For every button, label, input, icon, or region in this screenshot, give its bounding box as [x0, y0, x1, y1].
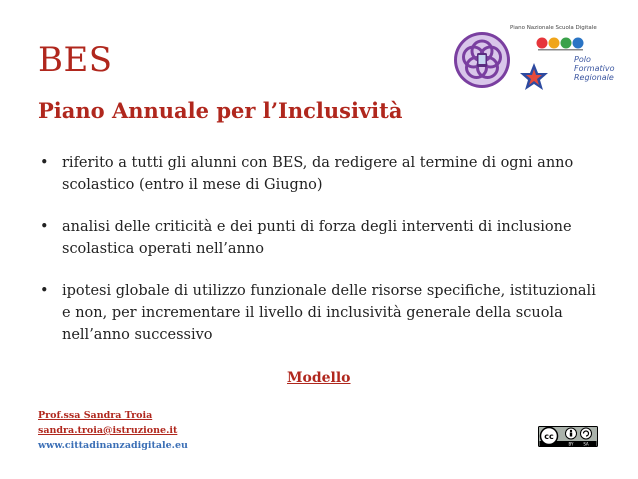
author-email-link[interactable]: sandra.troia@istruzione.it: [38, 425, 178, 436]
bullet-marker: •: [40, 283, 49, 299]
bullet-item: [36, 216, 596, 260]
website-link[interactable]: www.cittadinanzadigitale.eu: [38, 440, 188, 451]
bullet-marker: •: [40, 219, 49, 235]
bullet-list: [36, 152, 596, 366]
cc-sa-label: SA: [583, 441, 589, 447]
cc-text: cc: [544, 432, 554, 441]
slide-subtitle: Piano Annuale per l’Inclusività: [38, 98, 403, 123]
bullet-text: riferito a tutti gli alunni con BES, da redigere al termine di ogni anno scolastico (entro il mese di Giugno): [62, 155, 574, 193]
bullet-text: ipotesi globale di utilizzo funzionale delle risorse specifiche, istituzionali e non, per incrementare il livello di inclusività generale della scuola nell’anno successivo: [62, 283, 596, 343]
footer: [38, 408, 188, 453]
slide-title: BES: [38, 40, 113, 80]
author-name: Prof.ssa Sandra Troia: [38, 410, 153, 421]
model-link[interactable]: Modello: [287, 370, 351, 386]
bullet-item: [36, 280, 596, 346]
cc-by-label: BY: [568, 441, 574, 447]
polo-formativo-label: Polo Formativo Regionale: [574, 55, 615, 82]
pnsd-caption: Piano Nazionale Scuola Digitale: [510, 25, 597, 31]
bullet-marker: •: [40, 155, 49, 171]
cc-license-icon[interactable]: [538, 426, 598, 447]
bullet-item: [36, 152, 596, 196]
bullet-text: analisi delle criticità e dei punti di forza degli interventi di inclusione scolastica operati nell’anno: [62, 219, 572, 257]
